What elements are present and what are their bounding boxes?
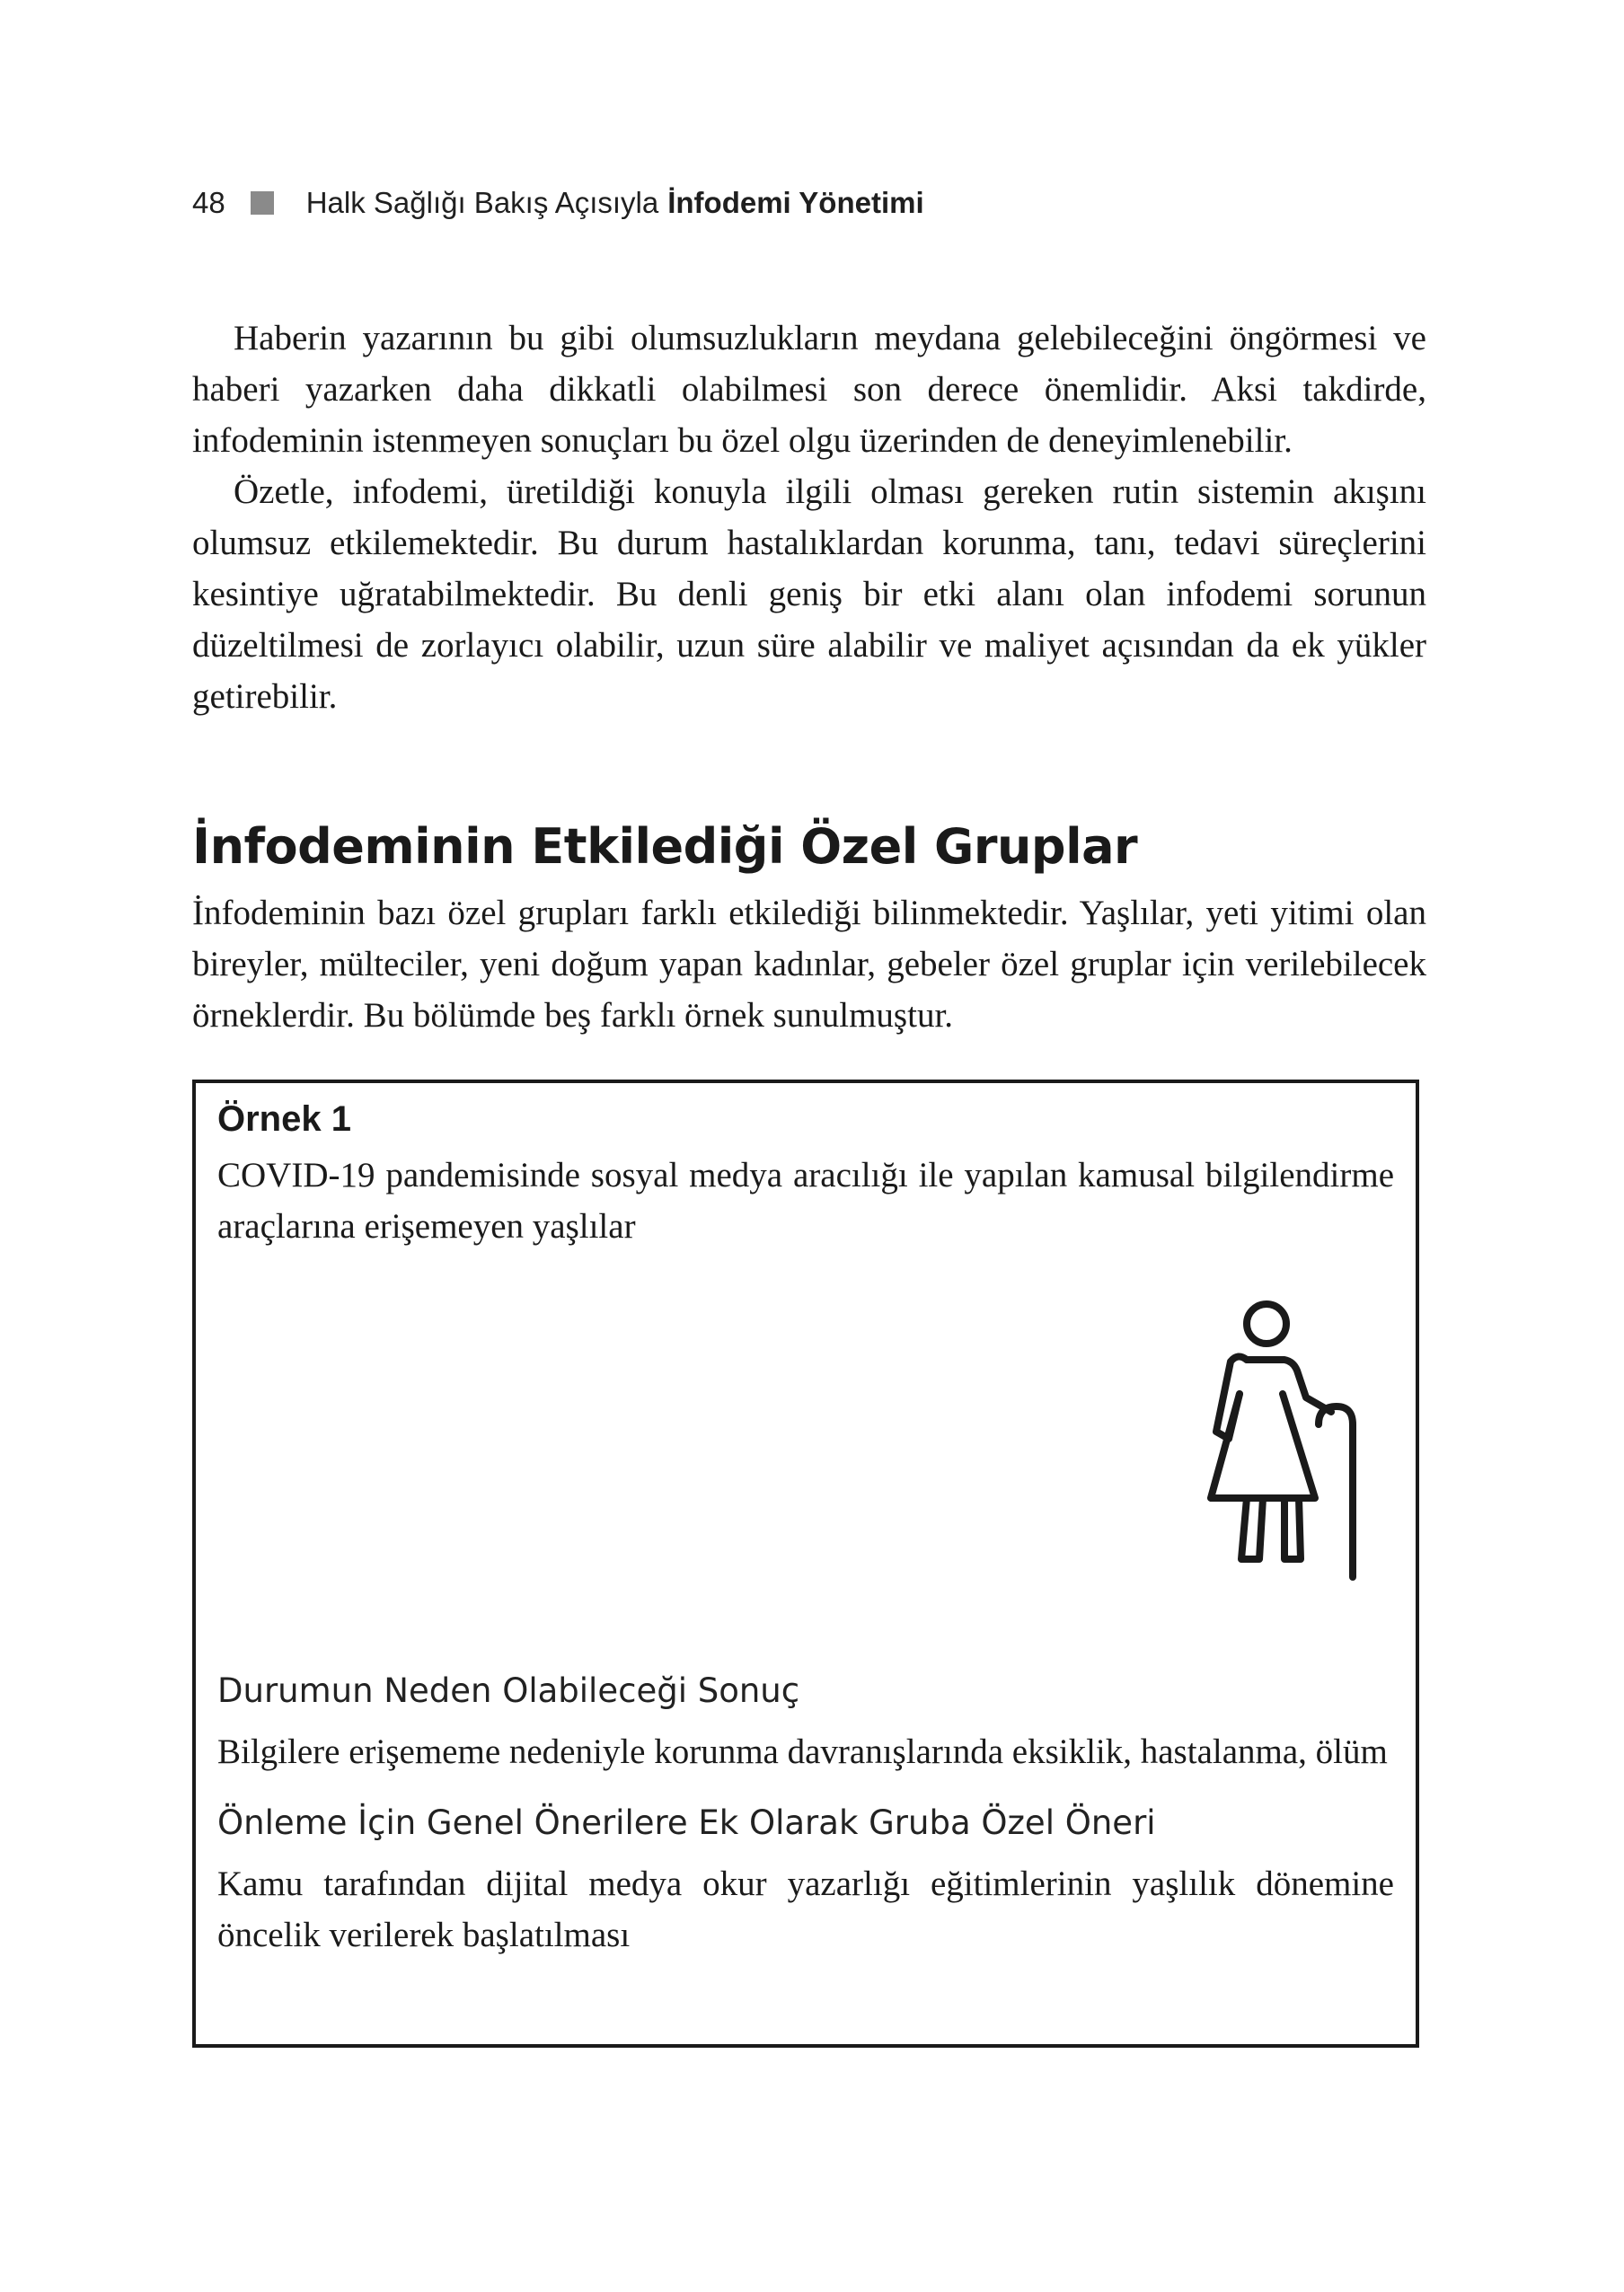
- outcome-text: Bilgilere erişememe nedeniyle korunma davranışlarında eksiklik, hastalanma, ölüm: [217, 1732, 1388, 1771]
- book-title-bold: İnfodemi Yönetimi: [667, 186, 924, 219]
- running-header: [192, 183, 924, 223]
- body-text: [192, 313, 1426, 722]
- example-box: [192, 1080, 1419, 2048]
- book-title-regular: Halk Sağlığı Bakış Açısıyla: [305, 186, 659, 219]
- header-square-icon: [251, 191, 274, 215]
- section-paragraph: İnfodeminin bazı özel grupları farklı etkilediği bilinmektedir. Yaşlılar, yeti yitimi olan bireyler, mülteciler, yeni doğum yapan kadınlar, gebeler özel gruplar için verilebilecek örneklerdir. Bu bölümde beş farklı örnek sunulmuştur.: [192, 894, 1426, 1035]
- recommendation-heading: Önleme İçin Genel Önerilere Ek Olarak Gruba Özel Öneri: [217, 1803, 1156, 1842]
- section-heading: İnfodeminin Etkilediği Özel Gruplar: [192, 818, 1138, 875]
- elderly-person-with-cane-icon: [1184, 1297, 1364, 1584]
- paragraph-2: Özetle, infodemi, üretildiği konuyla ilgili olması gereken rutin sistemin akışını olumsuz etkilemektedir. Bu durum hastalıklardan korunma, tanı, tedavi süreçlerini kesintiye uğratabilmektedir. Bu denli geniş bir etki alanı olan infodemi sorunun düzeltilmesi de zorlayıcı olabilir, uzun süre alabilir ve maliyet açısından da ek yükler getirebilir.: [192, 472, 1426, 716]
- example-description: COVID-19 pandemisinde sosyal medya aracılığı ile yapılan kamusal bilgilendirme araçlarına erişemeyen yaşlılar: [217, 1156, 1394, 1246]
- recommendation-text: Kamu tarafından dijital medya okur yazarlığı eğitimlerinin yaşlılık dönemine öncelik verilerek başlatılması: [217, 1864, 1394, 1954]
- paragraph-1: Haberin yazarının bu gibi olumsuzlukların meydana gelebileceğini öngörmesi ve haberi yazarken daha dikkatli olabilmesi son derece önemlidir. Aksi takdirde, infodeminin istenmeyen sonuçları bu özel olgu üzerinden de deneyimlenebilir.: [192, 319, 1426, 460]
- example-label: Örnek 1: [217, 1099, 351, 1139]
- outcome-heading: Durumun Neden Olabileceği Sonuç: [217, 1671, 800, 1710]
- page-number: 48: [192, 186, 225, 219]
